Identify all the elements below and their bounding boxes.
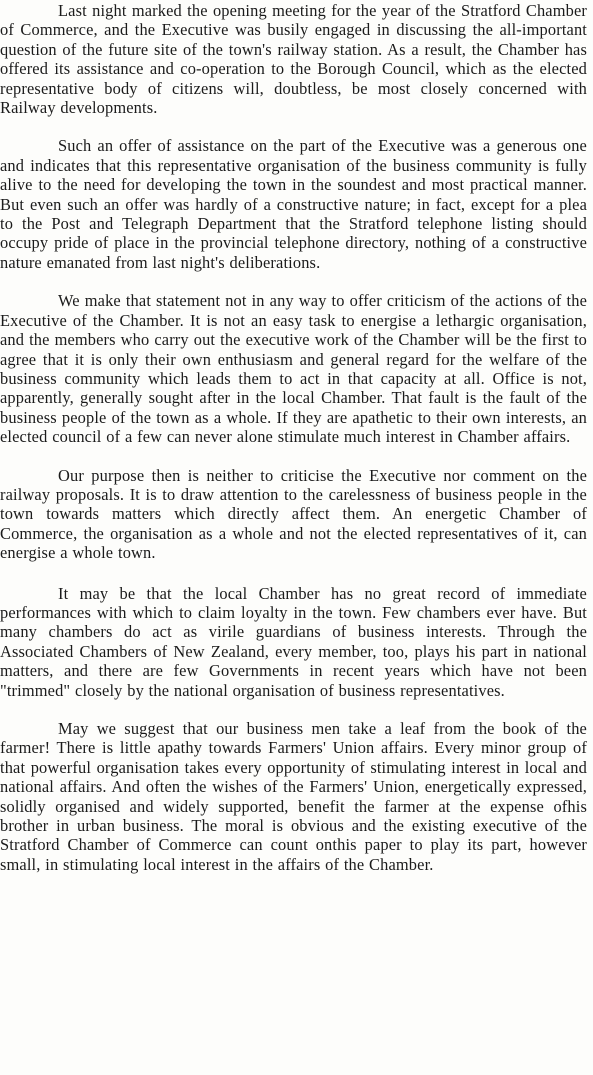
editorial-article xyxy=(0,1,587,874)
article-paragraph: May we suggest that our business men take a leaf from the book of the farmer! There is little apathy towards Farmers' Union affairs. Every minor group of that powerful organisation takes every opportunity of stimulating interest in local and national affairs. And often the wishes of the Farmers' Union, energetically expressed, solidly organised and widely supported, benefit the farmer at the expense ofhis brother in urban business. The moral is obvious and the existing executive of the Stratford Chamber of Commerce can count onthis paper to play its part, however small, in stimulating local interest in the affairs of the Chamber. xyxy=(0,719,587,874)
article-paragraph: We make that statement not in any way to offer criticism of the actions of the Executive of the Chamber. It is not an easy task to energise a lethargic organisation, and the members who carry out the executive work of the Chamber will be the first to agree that it is only their own enthusiasm and general regard for the welfare of the business community which leads them to act in that capacity at all. Office is not, apparently, generally sought after in the local Chamber. That fault is the fault of the business people of the town as a whole. If they are apathetic to their own interests, an elected council of a few can never alone stimulate much interest in Chamber affairs. xyxy=(0,291,587,447)
article-paragraph: Such an offer of assistance on the part of the Executive was a generous one and indicates that this representative organisation of the business community is fully alive to the need for developing the town in the soundest and most practical manner. But even such an offer was hardly of a constructive nature; in fact, except for a plea to the Post and Telegraph Department that the Stratford telephone listing should occupy pride of place in the provincial telephone directory, nothing of a constructive nature emanated from last night's deliberations. xyxy=(0,136,587,272)
article-paragraph: It may be that the local Chamber has no great record of immediate performances with which to claim loyalty in the town. Few chambers ever have. But many chambers do act as virile guardians of business interests. Through the Associated Chambers of New Zealand, every member, too, plays his part in national matters, and there are few Governments in recent years which have not been "trimmed" closely by the national organisation of business representatives. xyxy=(0,583,587,700)
article-paragraph: Our purpose then is neither to criticise the Executive nor comment on the railway proposals. It is to draw attention to the carelessness of business people in the town towards matters which directly affect them. An energetic Chamber of Commerce, the organisation as a whole and not the elected representatives of it, can energise a whole town. xyxy=(0,465,587,563)
article-paragraph: Last night marked the opening meeting for the year of the Stratford Chamber of Commerce, and the Executive was busily engaged in discussing the all-important question of the future site of the town's railway station. As a result, the Chamber has offered its assistance and co-operation to the Borough Council, which as the elected representative body of citizens will, doubtless, be most closely concerned with Railway developments. xyxy=(0,1,587,118)
